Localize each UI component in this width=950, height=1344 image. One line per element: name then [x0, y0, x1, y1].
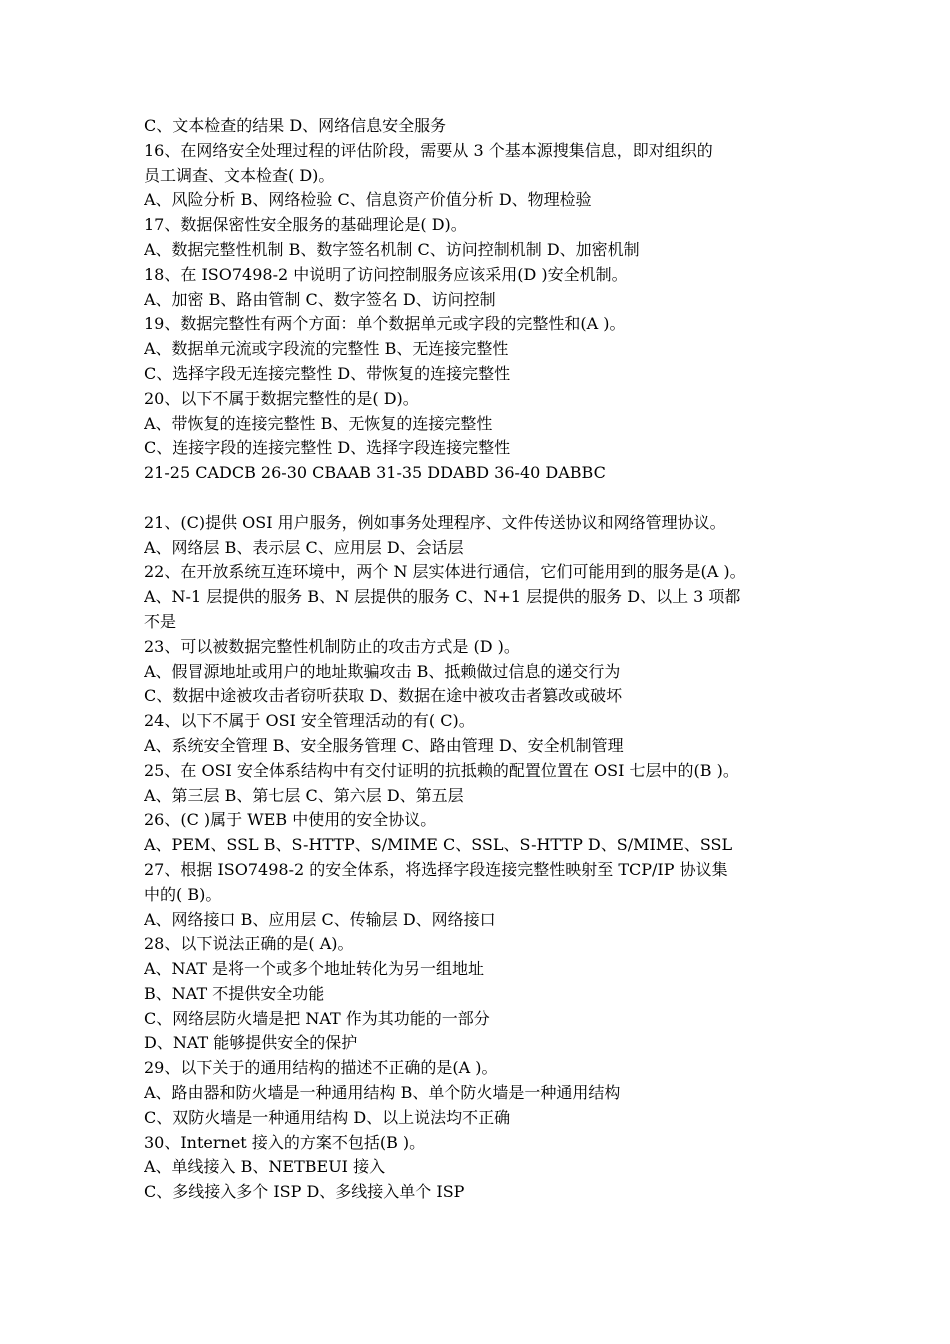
options-line: C、双防火墙是一种通用结构 D、以上说法均不正确: [144, 1107, 511, 1127]
question-28: 28、以下说法正确的是( A)。: [144, 934, 354, 954]
question-30: 30、Internet 接入的方案不包括(B )。: [144, 1132, 426, 1152]
options-line: A、单线接入 B、NETBEUI 接入: [144, 1157, 386, 1177]
answer-key-line: 21-25 CADCB 26-30 CBAAB 31-35 DDABD 36-40 DABBC: [144, 463, 606, 483]
options-line: D、NAT 能够提供安全的保护: [144, 1033, 358, 1053]
options-line: A、风险分析 B、网络检验 C、信息资产价值分析 D、物理检验: [144, 190, 592, 210]
options-line: C、多线接入多个 ISP D、多线接入单个 ISP: [144, 1182, 465, 1202]
question-18: 18、在 ISO7498-2 中说明了访问控制服务应该采用(D )安全机制。: [144, 264, 628, 284]
options-line: A、数据单元流或字段流的完整性 B、无连接完整性: [144, 339, 509, 359]
options-line: C、选择字段无连接完整性 D、带恢复的连接完整性: [144, 363, 511, 383]
options-line: A、网络层 B、表示层 C、应用层 D、会话层: [144, 537, 464, 557]
question-25: 25、在 OSI 安全体系结构中有交付证明的抗抵赖的配置位置在 OSI 七层中的(B )。: [144, 760, 739, 780]
question-23: 23、可以被数据完整性机制防止的攻击方式是 (D )。: [144, 636, 520, 656]
options-line: A、第三层 B、第七层 C、第六层 D、第五层: [144, 785, 464, 805]
options-line: B、NAT 不提供安全功能: [144, 983, 325, 1003]
options-line: A、带恢复的连接完整性 B、无恢复的连接完整性: [144, 413, 493, 433]
options-line: A、数据完整性机制 B、数字签名机制 C、访问控制机制 D、加密机制: [144, 239, 640, 259]
question-26: 26、(C )属于 WEB 中使用的安全协议。: [144, 810, 437, 830]
text-line: 员工调查、文本检查( D)。: [144, 165, 335, 185]
text-line: C、文本检查的结果 D、网络信息安全服务: [144, 116, 447, 135]
question-21: 21、(C)提供 OSI 用户服务，例如事务处理程序、文件传送协议和网络管理协议。: [144, 512, 726, 532]
question-27: 27、根据 ISO7498-2 的安全体系，将选择字段连接完整性映射至 TCP/IP 协议集: [144, 859, 728, 879]
document-body: [144, 114, 816, 1205]
options-line: A、假冒源地址或用户的地址欺骗攻击 B、抵赖做过信息的递交行为: [144, 661, 621, 681]
question-22: 22、在开放系统互连环境中，两个 N 层实体进行通信，它们可能用到的服务是(A )。: [144, 562, 746, 582]
text-line: 中的( B)。: [144, 884, 222, 904]
options-line: A、路由器和防火墙是一种通用结构 B、单个防火墙是一种通用结构: [144, 1083, 621, 1103]
options-line: A、PEM、SSL B、S-HTTP、S/MIME C、SSL、S-HTTP D、S/MIME、SSL: [144, 835, 733, 855]
options-line: A、NAT 是将一个或多个地址转化为另一组地址: [144, 959, 484, 979]
question-17: 17、数据保密性安全服务的基础理论是( D)。: [144, 215, 467, 235]
question-20: 20、以下不属于数据完整性的是( D)。: [144, 388, 419, 408]
options-line: A、N-1 层提供的服务 B、N 层提供的服务 C、N+1 层提供的服务 D、以上 3 项都: [144, 587, 741, 607]
text-line: 不是: [144, 611, 177, 631]
blank-line: [144, 486, 816, 511]
options-line: C、数据中途被攻击者窃听获取 D、数据在途中被攻击者篡改或破坏: [144, 686, 623, 706]
options-line: C、连接字段的连接完整性 D、选择字段连接完整性: [144, 438, 511, 458]
options-line: C、网络层防火墙是把 NAT 作为其功能的一部分: [144, 1008, 490, 1028]
options-line: A、网络接口 B、应用层 C、传输层 D、网络接口: [144, 909, 496, 929]
question-16: 16、在网络安全处理过程的评估阶段，需要从 3 个基本源搜集信息，即对组织的: [144, 140, 713, 160]
question-29: 29、以下关于的通用结构的描述不正确的是(A )。: [144, 1058, 498, 1078]
question-24: 24、以下不属于 OSI 安全管理活动的有( C)。: [144, 711, 475, 731]
question-19: 19、数据完整性有两个方面：单个数据单元或字段的完整性和(A )。: [144, 314, 626, 334]
options-line: A、加密 B、路由管制 C、数字签名 D、访问控制: [144, 289, 496, 309]
options-line: A、系统安全管理 B、安全服务管理 C、路由管理 D、安全机制管理: [144, 735, 624, 755]
